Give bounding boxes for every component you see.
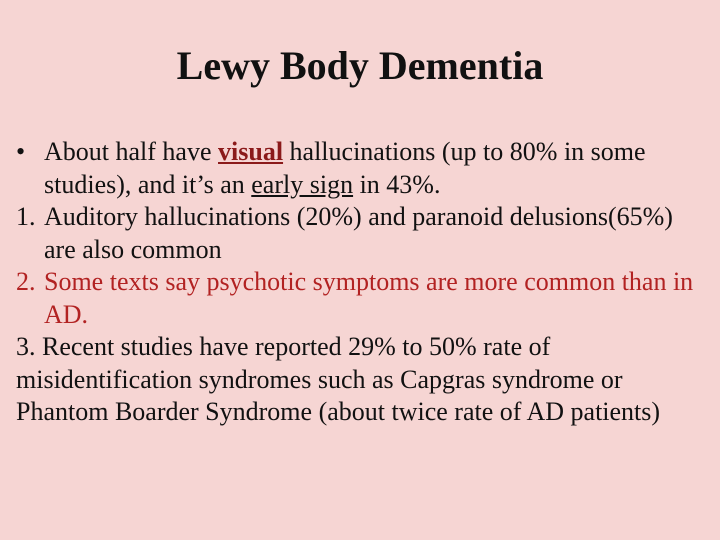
list-text-3: 3. Recent studies have reported 29% to 50% rate of misidentification syndromes such as Capgras syndrome or Phantom Boarder Syndrome (about twice rate of AD patients) [16,332,661,426]
list-item-1 [16,201,706,266]
bullet-text-end: in 43%. [353,169,441,199]
bullet-text-start: About half have [44,137,219,166]
list-marker-2: 2. [16,267,36,296]
list-marker-1: 1. [16,202,36,231]
bullet-text-middle: hallucinations (up to 80% in some studies), and it’s an [44,137,646,199]
bullet-underlined-early-sign: early sign [251,169,354,199]
list-text-2: Some texts say psychotic symptoms are more common than in AD. [44,267,694,329]
list-text-1: Auditory hallucinations (20%) and paranoid delusions(65%) are also common [44,202,673,264]
list-item-3 [16,331,706,429]
bullet-marker: • [16,137,26,166]
list-item-2 [16,266,706,331]
slide-title: Lewy Body Dementia [176,43,544,88]
bullet-emphasis-visual: visual [218,137,284,166]
bullet-item [16,136,706,201]
slide-content [16,136,706,429]
